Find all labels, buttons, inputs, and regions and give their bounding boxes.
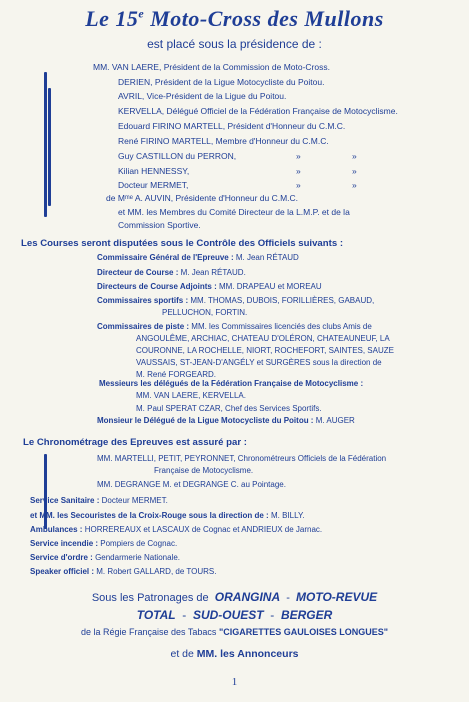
official-line: VAUSSAIS, ST-JEAN-D'ANGÉLY et SURGÈRES sous la direction de	[136, 358, 382, 367]
presidence-line: Docteur MERMET,	[118, 180, 189, 190]
ditto-mark: »	[296, 166, 301, 176]
presidence-line: Edouard FIRINO MARTELL, Président d'Honneur du C.M.C.	[118, 121, 346, 131]
official-line: Commissaires sportifs : MM. THOMAS, DUBOIS, FORILLIÈRES, GABAUD,	[97, 296, 375, 305]
official-line: Messieurs les délégués de la Fédération Française de Motocyclisme :	[99, 379, 364, 388]
official-line: Directeur de Course : M. Jean RÉTAUD.	[97, 268, 246, 277]
presidence-line: Commission Sportive.	[118, 220, 201, 230]
presidence-line: René FIRINO MARTELL, Membre d'Honneur du C.M.C.	[118, 136, 329, 146]
subtitle: est placé sous la présidence de :	[147, 37, 322, 51]
official-line: Monsieur le Délégué de la Ligue Motocycliste du Poitou : M. AUGER	[97, 416, 355, 425]
official-line: Directeurs de Course Adjoints : MM. DRAPEAU et MOREAU	[97, 282, 322, 291]
presidence-line: AVRIL, Vice-Président de la Ligue du Poitou.	[118, 91, 287, 101]
service-line: Service incendie : Pompiers de Cognac.	[30, 539, 178, 548]
decorative-bar	[44, 72, 47, 217]
ditto-mark: »	[352, 180, 357, 190]
presidence-line: de Mᵐᵉ A. AUVIN, Présidente d'Honneur du C.M.C.	[106, 193, 299, 203]
service-line: Service Sanitaire : Docteur MERMET.	[30, 496, 168, 505]
official-line: Commissaires de piste : MM. les Commissaires licenciés des clubs Amis de	[97, 322, 372, 331]
presidence-line: et MM. les Membres du Comité Directeur de la L.M.P. et de la	[118, 207, 350, 217]
page-title: Le 15e Moto-Cross des Mullons	[85, 6, 384, 31]
ditto-mark: »	[352, 151, 357, 161]
courses-heading: Les Courses seront disputées sous le Contrôle des Officiels suivants :	[21, 238, 344, 249]
presidence-line: DERIEN, Président de la Ligue Motocycliste du Poitou.	[118, 77, 325, 87]
service-line: Ambulances : HORREREAUX et LASCAUX de Cognac et ANDRIEUX de Jarnac.	[30, 525, 323, 534]
patronage-line-1: Sous les Patronages de ORANGINA - MOTO-REVUE	[91, 590, 378, 604]
chrono-line: MM. MARTELLI, PETIT, PEYRONNET, Chronométreurs Officiels de la Fédération	[97, 454, 387, 463]
ditto-mark: »	[352, 166, 357, 176]
chrono-line: Française de Motocyclisme.	[154, 466, 254, 475]
official-line: Commissaire Général de l'Epreuve : M. Jean RÉTAUD	[97, 253, 299, 262]
page-number: 1	[231, 676, 238, 688]
official-line: ANGOULÊME, ARCHIAC, CHATEAU D'OLÉRON, CHATEAUNEUF, LA	[136, 334, 390, 343]
patronage-line-4: et de MM. les Annonceurs	[170, 648, 299, 660]
ditto-mark: »	[296, 151, 301, 161]
decorative-bar	[48, 88, 51, 206]
official-line: M. Paul SPERAT CZAR, Chef des Services Sportifs.	[136, 404, 322, 413]
presidence-line: KERVELLA, Délégué Officiel de la Fédération Française de Motocyclisme.	[118, 106, 398, 116]
chrono-heading: Le Chronométrage des Epreuves est assuré par :	[23, 437, 247, 448]
service-line: Service d'ordre : Gendarmerie Nationale.	[30, 553, 180, 562]
chrono-line: MM. DEGRANGE M. et DEGRANGE C. au Pointage.	[97, 480, 286, 489]
presidence-line: MM. VAN LAERE, Président de la Commission de Moto-Cross.	[93, 62, 330, 72]
official-line: PELLUCHON, FORTIN.	[162, 308, 248, 317]
service-line: Speaker officiel : M. Robert GALLARD, de TOURS.	[30, 567, 217, 576]
patronage-line-3: de la Régie Française des Tabacs "CIGARETTES GAULOISES LONGUES"	[81, 627, 388, 637]
service-line: et MM. les Secouristes de la Croix-Rouge sous la direction de : M. BILLY.	[30, 511, 305, 520]
ditto-mark: »	[296, 180, 301, 190]
official-line: COURONNE, LA ROCHELLE, NIORT, ROCHEFORT, SAINTES, SAUZE	[136, 346, 394, 355]
official-line: M. René FORGEARD.	[136, 370, 217, 379]
presidence-line: Kilian HENNESSY,	[118, 166, 190, 176]
official-line: MM. VAN LAERE, KERVELLA.	[136, 391, 246, 400]
presidence-line: Guy CASTILLON du PERRON,	[118, 151, 237, 161]
patronage-line-2: TOTAL - SUD-OUEST - BERGER	[136, 608, 333, 622]
